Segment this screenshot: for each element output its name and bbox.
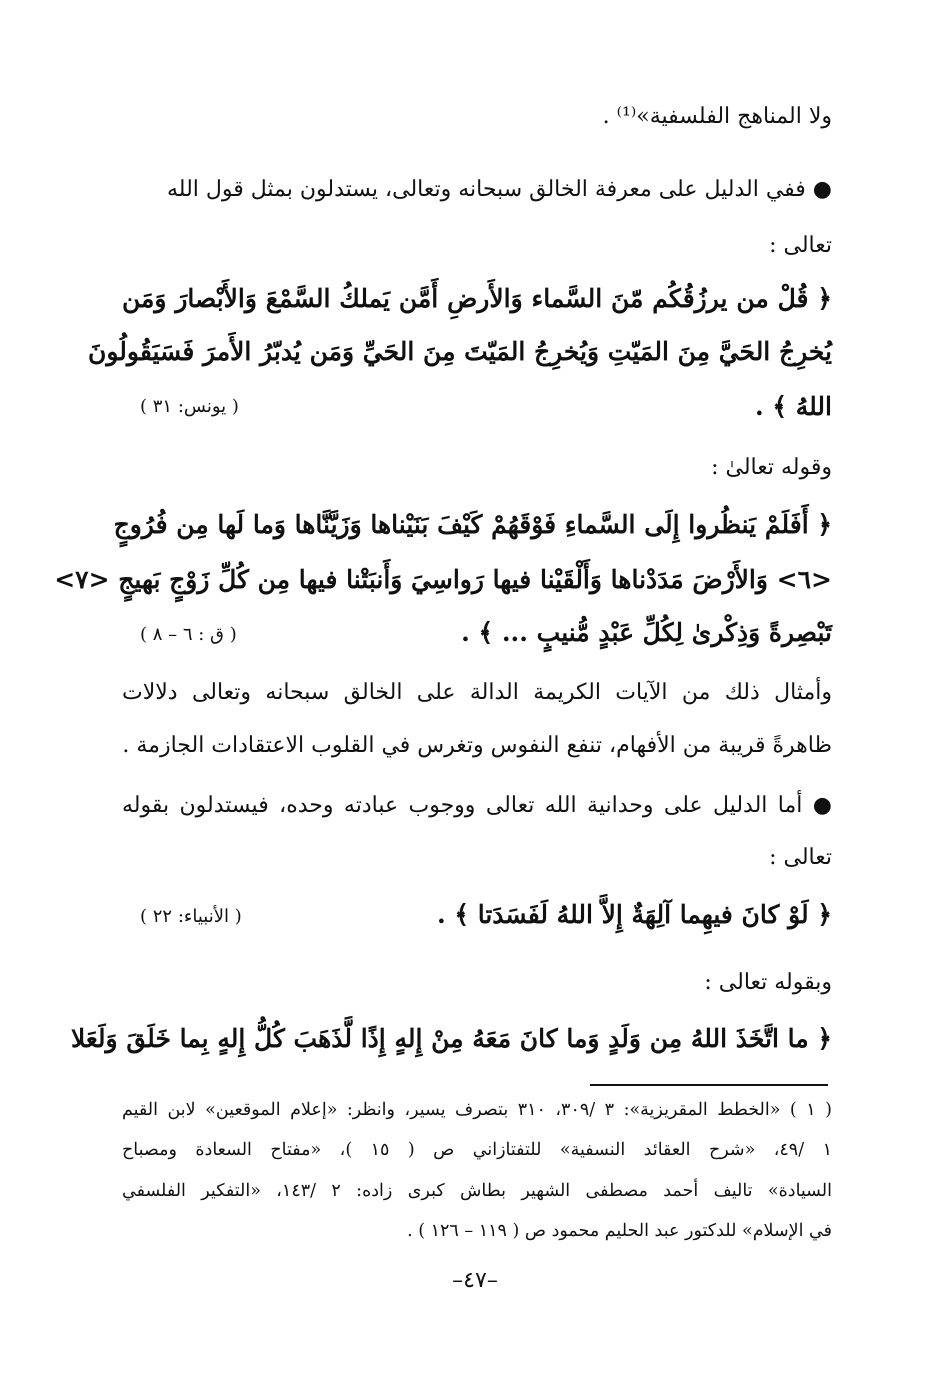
text-line: تعالى : bbox=[769, 233, 832, 258]
footnote-line: ١ /٤٩، «شرح العقائد النسفية» للتفتازاني ص ( ١٥ )، «مفتاح السعادة ومصباح bbox=[122, 1140, 832, 1160]
quran-verse-line: يُخرِجُ الحَيَّ مِنَ المَيّتِ وَيُخرِجُ المَيّتَ مِنَ الحَيِّ وَمَن يُدبّرُ الأَمرَ فَسَيَقُولُونَ bbox=[88, 337, 832, 366]
quran-verse-line: ﴿ أَفَلَمْ يَنظُروا إِلَى السَّماءِ فَوْقَهُمْ كَيْفَ بَنَيْناها وَزَيَّنَّاها وَما لَها مِن فُرُوجٍ bbox=[113, 510, 832, 539]
footnote-line: السيادة» تاليف أحمد مصطفى الشهير بطاش كبرى زاده: ٢ /١٤٣، «التفكير الفلسفي bbox=[122, 1181, 832, 1201]
bullet-paragraph: ● أما الدليل على وحدانية الله تعالى ووجوب عبادته وحده، فيستدلون بقوله bbox=[122, 793, 832, 818]
quran-verse-line: ﴿ ما اتَّخَذَ اللهُ مِن وَلَدٍ وَما كانَ مَعَهُ مِنْ إِلهٍ إِذًا لَّذَهَبَ كُلُّ إِلهٍ بِما خَلَقَ وَلَعَلا bbox=[70, 1024, 832, 1053]
quran-verse-line: اللهُ ﴾ . bbox=[754, 392, 832, 421]
quran-verse-line: تَبْصِرةً وَذِكْرىٰ لِكُلِّ عَبْدٍ مُّنيبٍ ... ﴾ . bbox=[461, 618, 832, 647]
page-number: –٤٧– bbox=[452, 1268, 498, 1293]
text-line: وأمثال ذلك من الآيات الكريمة الدالة على الخالق سبحانه وتعالى دلالات bbox=[122, 680, 832, 705]
quran-verse-line: ﴿ قُلْ من يرزُقُكُم مّنَ السَّماء وَالأَرضِ أَمَّن يَملكُ السَّمْعَ وَالأَبْصارَ وَمَن bbox=[122, 284, 832, 313]
text-line: تعالى : bbox=[769, 845, 832, 870]
text-line: ظاهرةً قريبة من الأفهام، تنفع النفوس وتغرس في القلوب الاعتقادات الجازمة . bbox=[122, 733, 832, 758]
verse-reference: ( يونس: ٣١ ) bbox=[140, 396, 239, 417]
footnote-separator bbox=[590, 1084, 828, 1086]
quran-verse-line: <٦> وَالأَرْضَ مَدَدْناها وَأَلْقَيْنا فيها رَواسِيَ وَأَنبَتْنا فيها مِن كُلِّ زَوْجٍ بَهيجٍ <٧> bbox=[54, 565, 832, 594]
text-line: ولا المناهج الفلسفية»⁽¹⁾ . bbox=[602, 104, 832, 129]
bullet-paragraph: ● ففي الدليل على معرفة الخالق سبحانه وتعالى، يستدلون بمثل قول الله bbox=[167, 177, 832, 202]
footnote-line: في الإسلام» للدكتور عبد الحليم محمود ص ( ١١٩ – ١٢٦ ) . bbox=[407, 1221, 832, 1241]
verse-reference: ( ق : ٦ – ٨ ) bbox=[140, 624, 237, 645]
verse-reference: ( الأنبياء: ٢٢ ) bbox=[140, 906, 242, 927]
text-line: وقوله تعالىٰ : bbox=[711, 455, 832, 480]
text-line: وبقوله تعالى : bbox=[704, 970, 832, 995]
quran-verse-line: ﴿ لَوْ كانَ فيهِما آلِهَةٌ إِلاَّ اللهُ لَفَسَدَتا ﴾ . bbox=[436, 900, 832, 929]
footnote-line: ( ١ ) «الخطط المقريزية»: ٣ /٣٠٩، ٣١٠ بتصرف يسير، وانظر: «إعلام الموقعين» لابن القيم bbox=[122, 1100, 832, 1120]
